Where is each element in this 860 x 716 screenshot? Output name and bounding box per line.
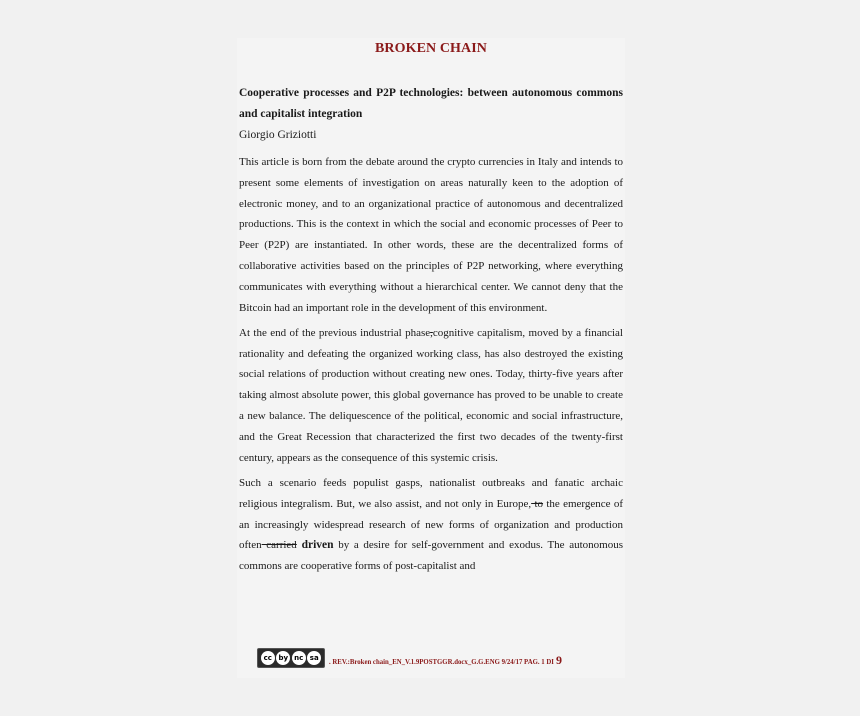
paragraph-3-text-c: by a desire for self-government and exodus. The autonomous commons are cooperative forms of post-capitalist and [239,539,623,573]
document-subtitle: Cooperative processes and P2P technologies: between autonomous commons and capitalist integration [239,87,623,120]
paragraph-2-deleted-text: , [430,326,433,339]
page-footer [257,646,607,668]
document-title: BROKEN CHAIN [374,41,488,56]
paragraph-1: This article is born from the debate around the crypto currencies in Italy and intends to present some elements of investigation on areas naturally keen to the adoption of electronic money, and to an organizational practice of autonomous and decentralized productions. This is the context in which the social and economic processes of Peer to Peer (P2P) are instantiated. In other words, these are the decentralized forms of collaborative activities based on the principles of P2P networking, where everything communicates with everything without a hierarchical center. We cannot deny that the Bitcoin had an important role in the development of this environment. [239,156,623,314]
paragraph-3-deleted-text-1: to [531,497,544,510]
paragraph-2-text-b: cognitive capitalism, moved by a financial rationality and defeating the organized working class, has also destroyed the existing social relations of production without creating new ones. Today, thirty-five years after taking almost absolute power, this global governance has proved to be unable to create a new balance. The deliquescence of the political, economic and social infrastructure, and the Great Recession that characterized the first two decades of the twenty-first century, appears as the consequence of this systemic crisis. [239,326,623,464]
footer-page-total: 9 [555,653,562,667]
paragraph-3-text-a: Such a scenario feeds populist gasps, nationalist outbreaks and fanatic archaic religious integralism. But, we also assist, and not only in Europe, [239,476,623,510]
footer-revision-text: . REV.:Broken chain_EN_V.1.9POSTGGR.docx_G.G.ENG 9/24/17 PAG. 1 DI [329,659,554,666]
document-author: Giorgio Griziotti [239,129,317,141]
cc-icon: cc [261,651,275,665]
document-body [239,152,623,581]
paragraph-3-text-b: the emergence of an increasingly widespread research of new forms of organization and production often [239,497,623,552]
paragraph-3-inserted-text: driven [296,539,334,552]
document-page [237,38,625,678]
paragraph-2-text-a: At the end of the previous industrial phase [239,326,431,339]
paragraph-3 [239,473,623,577]
paragraph-3-deleted-text-2: carried [261,539,297,552]
sa-icon: sa [307,651,321,665]
paragraph-2 [239,323,623,469]
by-icon: by [276,651,290,665]
cc-license-badge [257,648,325,668]
nc-icon: nc [292,651,306,665]
